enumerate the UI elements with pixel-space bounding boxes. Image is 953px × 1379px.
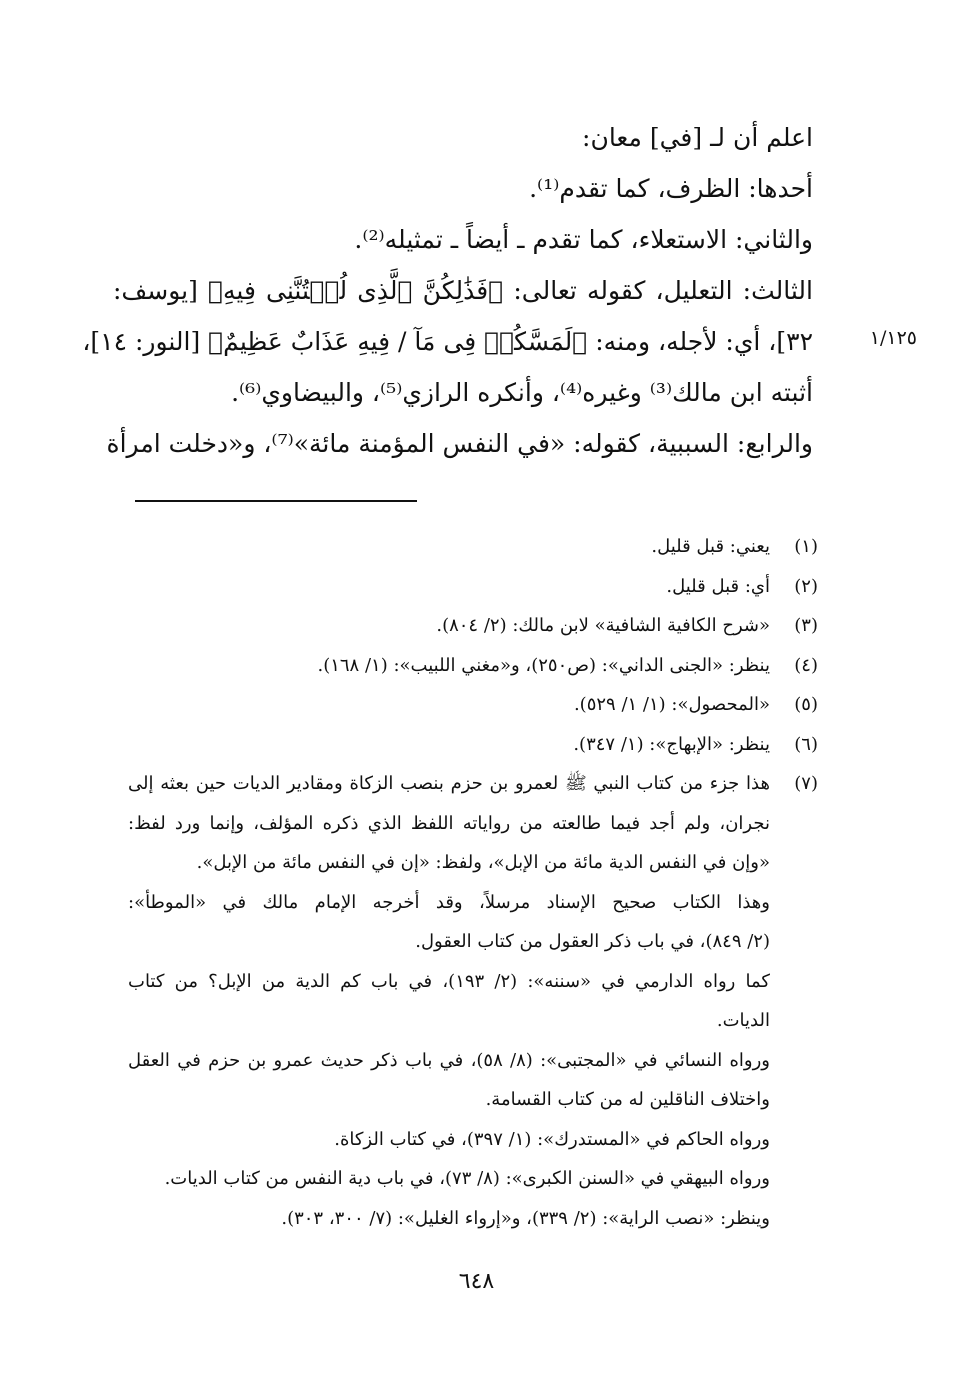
footnote-line: واختلاف الناقلين له من كتاب القسامة.: [485, 1089, 770, 1110]
footnote-line: ينظر: «الجنى الداني»: (ص٢٥٠)، و«مغني اللبيب»: (١/ ١٦٨).: [317, 654, 770, 676]
footnote-line: «شرح الكافية الشافية» لابن مالك: (٢/ ٨٠٤).: [436, 615, 770, 636]
footnote-text: [128, 725, 770, 765]
footnote-line: «وإن في النفس الدية مائة من الإبل»، ولفظ: «إن في النفس مائة من الإبل».: [196, 852, 770, 873]
margin-note-manuscript-folio: ١/١٢٥: [869, 327, 917, 349]
footnote-number: (٤): [794, 654, 818, 676]
footnote-number: (٢): [794, 575, 818, 597]
body-line: والثاني: الاستعلاء، كما تقدم ـ أيضاً ـ تمثيله⁽²⁾.: [354, 225, 813, 254]
footnote-line: هذا جزء من كتاب النبي ﷺ لعمرو بن حزم بنصب الزكاة ومقادير الديات حين بعثه إلى: [128, 773, 770, 794]
footnote-text: [128, 527, 770, 567]
footnote-number: (٣): [794, 615, 818, 636]
footnote-text: [128, 606, 770, 646]
footnote-line: (٢/ ٨٤٩)، في باب ذكر العقول من كتاب العقول.: [415, 931, 770, 952]
footnote-line: ينظر: «الإبهاج»: (١/ ٣٤٧).: [573, 733, 770, 755]
footnote: [128, 606, 818, 646]
body-line: ٣٢]، أي: لأجله، ومنه: ﴿لَمَسَّكُمۡ فِى مَآ / فِيهِ عَذَابٌ عَظِيمٌ﴾ [النور: ١٤]،: [82, 327, 813, 356]
footnote-line: الديات.: [716, 1010, 770, 1031]
footnote-line: ورواه النسائي في «المجتبى»: (٨/ ٥٨)، في باب ذكر حديث عمرو بن حزم في العقل: [128, 1049, 770, 1071]
footnote: [128, 646, 818, 686]
footnote-line: يعني: قبل قليل.: [651, 536, 770, 557]
body-line: الثالث: التعليل، كقوله تعالى: ﴿فَذَٰلِكُنَّ ٱلَّذِى لُمۡتُنَّنِى فِيهِ﴾ [يوسف:: [113, 276, 813, 305]
footnote-line: وينظر: «نصب الراية»: (٢/ ٣٣٩)، و«إرواء الغليل»: (٧/ ٣٠٠، ٣٠٣).: [281, 1207, 770, 1229]
footnote-number: (٧): [794, 773, 818, 794]
footnote-line: أي: قبل قليل.: [666, 575, 770, 597]
footnotes: [128, 527, 818, 1238]
footnote-number: (١): [794, 536, 818, 557]
main-text: [82, 112, 813, 469]
footnote-number: (٦): [794, 733, 818, 755]
footnote: [128, 527, 818, 567]
footnote-text: [128, 567, 770, 607]
footnote-text: [128, 685, 770, 725]
footnote: [128, 764, 818, 1238]
footnote-line: نجران، ولم أجد فيما طالعته من رواياته اللفظ الذي ذكره المؤلف، وإنما ورد لفظ:: [128, 812, 770, 834]
body-line: والرابع: السببية، كقوله: «في النفس المؤمنة مائة»⁽⁷⁾، و«دخلت امرأة: [106, 429, 813, 458]
footnote-separator: [135, 500, 417, 502]
footnote-line: ورواه البيهقي في «السنن الكبرى»: (٨/ ٧٣)، في باب دية النفس من كتاب الديات.: [164, 1168, 770, 1189]
footnote: [128, 685, 818, 725]
footnote-line: وهذا الكتاب صحيح الإسناد مرسلاً، وقد أخرجه الإمام مالك في «الموطأ»:: [128, 891, 770, 913]
footnote-text: [128, 764, 770, 1238]
body-line: أحدها: الظرف، كما تقدم⁽¹⁾.: [529, 174, 813, 203]
body-line: اعلم أن لـ [في] معان:: [582, 123, 813, 152]
footnote-line: ورواه الحاكم في «المستدرك»: (١/ ٣٩٧)، في كتاب الزكاة.: [334, 1128, 770, 1150]
body-line: أثبته ابن مالك⁽³⁾ وغيره⁽⁴⁾، وأنكره الرازي⁽⁵⁾، والبيضاوي⁽⁶⁾.: [231, 378, 813, 407]
footnote-line: كما رواه الدارمي في «سننه»: (٢/ ١٩٣)، في باب كم الدية من الإبل؟ من كتاب: [128, 970, 770, 992]
footnote-line: «المحصول»: (١/ ١/ ٥٢٩).: [573, 694, 770, 715]
footnote: [128, 725, 818, 765]
page-number: ٦٤٨: [458, 1269, 495, 1294]
footnote: [128, 567, 818, 607]
footnote-text: [128, 646, 770, 686]
footnote-number: (٥): [794, 694, 818, 715]
